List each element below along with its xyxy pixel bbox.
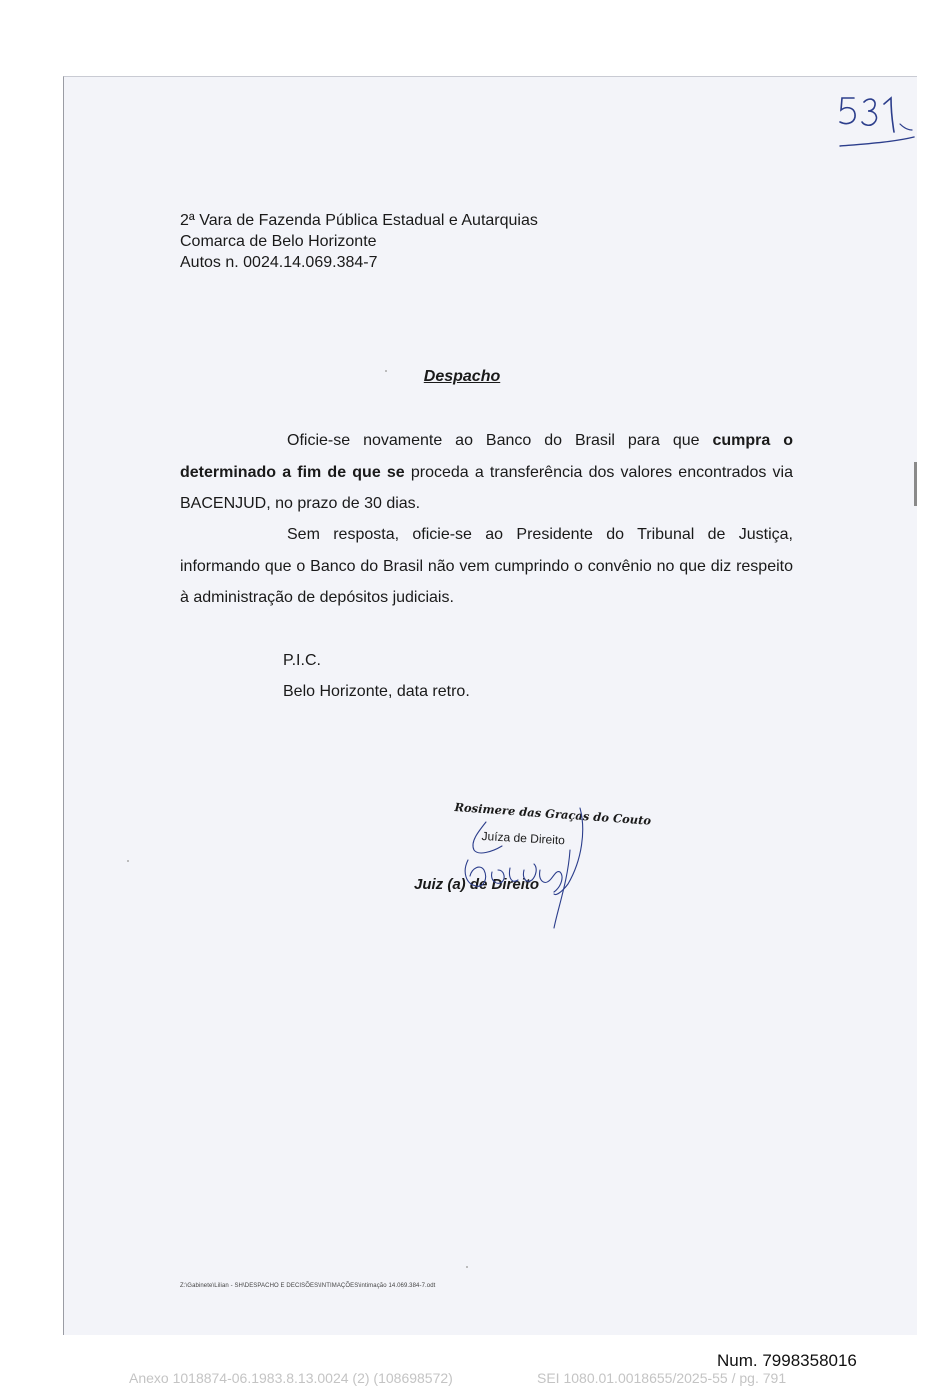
comarca: Comarca de Belo Horizonte [180,233,377,250]
paragraph-1-text-b: proceda a transferência dos valores encontrados via BACENJUD, no prazo de 30 dias. [180,463,793,512]
paragraph-2 [180,519,793,614]
document-number: Num. 7998358016 [717,1351,857,1370]
scan-speck [385,370,387,372]
paragraph-1-text-a: Oficie-se novamente ao Banco do Brasil para que [287,432,713,449]
stamp-judge-name: Rosimere das Graças do Couto [454,800,652,828]
court-name: 2ª Vara de Fazenda Pública Estadual e Autarquias [180,212,538,229]
scan-speck [127,860,129,862]
annex-watermark: Anexo 1018874-06.1983.8.13.0024 (2) (108698572) [129,1370,453,1386]
pic-line: P.I.C. [283,652,321,669]
scan-speck [466,1266,468,1268]
document-title: Despacho [423,368,501,385]
file-path-footer: Z:\Gabinete\Lilian - SH\DESPACHO E DECISÕES\INTIMAÇÕES\intimação 14.069.384-7.odt [180,1283,436,1289]
handwritten-signature [440,800,600,930]
paragraph-2-text: Sem resposta, oficie-se ao Presidente do Tribunal de Justiça, informando que o Banco do Brasil não vem cumprindo o convênio no que diz respeito à administração de depósitos judiciais. [180,526,793,606]
stamp-judge-role: Juíza de Direito [481,829,566,848]
paragraph-1-bold: cumpra o determinado a fim de que se [180,432,793,481]
closing-block [283,645,470,707]
sei-watermark: SEI 1080.01.0018655/2025-55 / pg. 791 [537,1370,787,1386]
judge-signature-line: Juiz (a) de Direito [414,876,540,893]
scan-edge-mark [914,462,917,506]
case-number: Autos n. 0024.14.069.384-7 [180,254,378,271]
paragraph-1 [180,425,793,520]
handwritten-page-number [834,90,918,152]
place-date-line: Belo Horizonte, data retro. [283,683,470,700]
court-header [180,210,538,273]
